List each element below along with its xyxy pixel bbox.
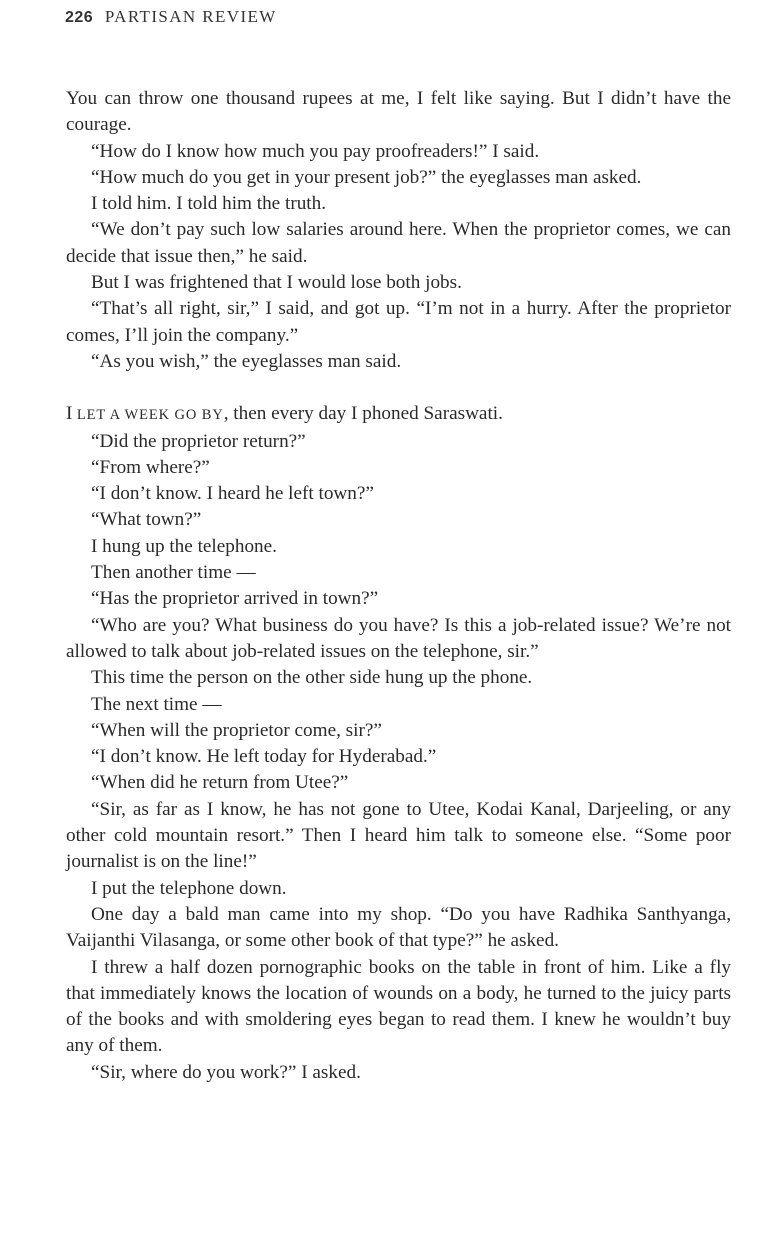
paragraph: “How do I know how much you pay proofreaders!” I said. [91, 140, 540, 162]
body-text [66, 86, 731, 1086]
running-head [65, 7, 277, 27]
paragraph: “I don’t know. I heard he left town?” [91, 483, 374, 505]
paragraph: I put the telephone down. [91, 877, 287, 899]
paragraph: I hung up the telephone. [91, 535, 277, 557]
paragraph: “Who are you? What business do you have? Is this a job-related issue? We’re not allowed to talk about job-related issues on the telephone, sir.” [66, 614, 731, 662]
paragraph: “From where?” [91, 456, 210, 478]
paragraph: “Sir, where do you work?” I asked. [91, 1061, 361, 1083]
paragraph: This time the person on the other side hung up the phone. [91, 667, 533, 689]
paragraph: I told him. I told him the truth. [91, 193, 327, 215]
section-opening-smallcaps: LET A WEEK GO BY [72, 407, 224, 424]
paragraph: “As you wish,” the eyeglasses man said. [91, 350, 402, 372]
section-opening-paragraph [66, 401, 731, 428]
paragraph: Then another time — [91, 562, 256, 584]
paragraph: “Did the proprietor return?” [91, 430, 306, 452]
paragraph: You can throw one thousand rupees at me, I felt like saying. But I didn’t have the courage. [66, 88, 731, 136]
section-initial: I [66, 403, 73, 425]
section-opening-rest: , then every day I phoned Saraswati. [223, 403, 503, 425]
paragraph: “When did he return from Utee?” [91, 772, 349, 794]
paragraph: “That’s all right, sir,” I said, and got up. “I’m not in a hurry. After the proprietor comes, I’ll join the company.” [66, 298, 731, 346]
paragraph: “I don’t know. He left today for Hyderabad.” [91, 746, 437, 768]
paragraph: “What town?” [91, 509, 202, 531]
paragraph: “How much do you get in your present job?” the eyeglasses man asked. [91, 166, 642, 188]
paragraph: “Has the proprietor arrived in town?” [91, 588, 379, 610]
paragraph: But I was frightened that I would lose both jobs. [91, 272, 462, 294]
page-number: 226 [65, 9, 94, 26]
paragraph: “When will the proprietor come, sir?” [91, 719, 382, 741]
paragraph: “We don’t pay such low salaries around here. When the proprietor comes, we can decide that issue then,” he said. [66, 219, 731, 267]
journal-title: PARTISAN REVIEW [104, 7, 277, 26]
paragraph: The next time — [91, 693, 222, 715]
paragraph: “Sir, as far as I know, he has not gone to Utee, Kodai Kanal, Darjeeling, or any other cold mountain resort.” Then I heard him talk to someone else. “Some poor journalist is on the line!” [66, 798, 731, 873]
paragraph: One day a bald man came into my shop. “Do you have Radhika Santhyanga, Vaijanthi Vilasanga, or some other book of that type?” he asked. [66, 903, 731, 952]
paragraph: I threw a half dozen pornographic books on the table in front of him. Like a fly that immediately knows the location of wounds on a body, he turned to the juicy parts of the books and with smoldering eyes began to read them. I knew he wouldn’t buy any of them. [66, 956, 731, 1057]
